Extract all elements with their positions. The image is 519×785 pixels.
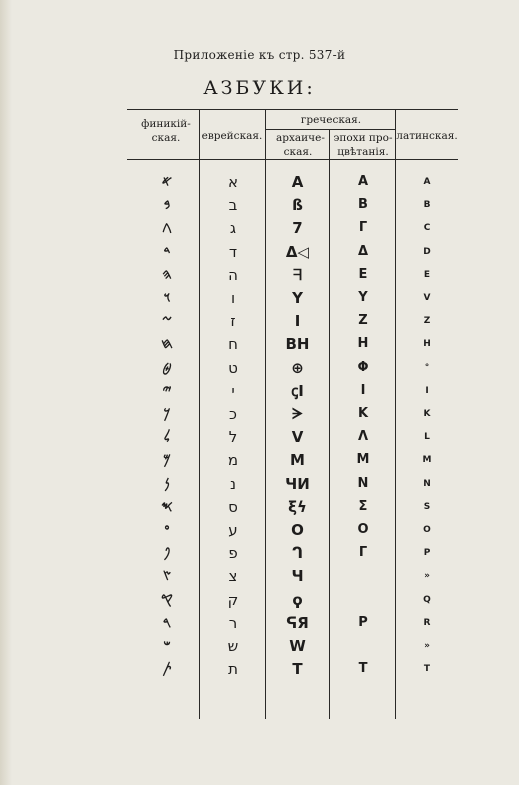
greek-classical-letter: Δ: [357, 244, 369, 259]
latin-letter: Q: [423, 595, 431, 605]
greek-classical-letter: Γ: [358, 545, 368, 560]
greek-classical-letter: Φ: [357, 360, 369, 375]
greek-archaic-letter: W: [289, 637, 306, 655]
hebrew-letter: נ: [229, 475, 236, 493]
phoenician-letter: 𐤍: [164, 476, 170, 492]
greek-classical-letter: K: [357, 406, 369, 421]
greek-archaic-letter: ß: [292, 196, 303, 214]
phoenician-letter: 𐤕: [162, 661, 172, 677]
phoenician-letter: 𐤂: [162, 220, 172, 236]
greek-classical-letter: [330, 588, 396, 612]
latin-letter: °: [424, 363, 430, 373]
greek-classical-letter: N: [357, 476, 369, 491]
phoenician-letter: 𐤓: [162, 615, 172, 631]
greek-archaic-letter: ξϟ: [288, 498, 307, 516]
latin-letter: »: [424, 571, 430, 581]
latin-letter: S: [423, 502, 431, 512]
greek-classical-letter: I: [360, 383, 366, 398]
hebrew-letter: צ: [228, 567, 238, 585]
header-hebrew: еврейская.: [201, 130, 263, 142]
greek-archaic-letter: Y: [292, 289, 303, 307]
phoenician-letter: 𐤏: [164, 522, 170, 538]
header-bottom-rule: [127, 159, 458, 160]
greek-archaic-letter: 7: [292, 219, 303, 237]
phoenician-letter: 𐤒: [161, 592, 173, 608]
latin-letter: B: [423, 200, 431, 210]
hebrew-letter: ג: [229, 219, 237, 237]
hebrew-letter: פ: [228, 544, 238, 562]
greek-classical-letter: Γ: [358, 220, 368, 235]
latin-letter: L: [424, 432, 430, 442]
page-title: АЗБУКИ:: [203, 77, 316, 99]
latin-letter: T: [423, 664, 431, 674]
greek-archaic-letter: ЧИ: [285, 475, 310, 493]
greek-classical-letter: P: [358, 615, 368, 630]
phoenician-letter: 𐤀: [161, 174, 173, 190]
greek-archaic-letter: A: [291, 173, 304, 191]
phoenician-letter: 𐤊: [163, 406, 171, 422]
hebrew-letter: ה: [228, 266, 238, 284]
appendix-reference: Приложеніе къ стр. 537-й: [173, 48, 346, 62]
phoenician-letter: 𐤔: [163, 638, 171, 654]
latin-letter: P: [423, 548, 431, 558]
greek-archaic-letter: ꞔI: [291, 382, 304, 400]
greek-archaic-letter: T: [292, 660, 303, 678]
greek-classical-letter: Λ: [357, 429, 369, 444]
header-greek-classical: эпохи про-цвѣтанія.: [333, 132, 393, 158]
greek-archaic-letter: ᖷ: [293, 266, 302, 284]
greek-archaic-letter: ᕋЯ: [286, 614, 309, 632]
latin-letter: Z: [423, 316, 431, 326]
greek-archaic-letter: ВН: [285, 335, 310, 353]
hebrew-letter: ע: [228, 521, 238, 539]
hebrew-letter: ב: [228, 196, 238, 214]
greek-archaic-letter: V: [291, 428, 304, 446]
phoenician-letter: 𐤋: [163, 429, 171, 445]
greek-classical-letter: T: [358, 661, 368, 676]
greek-archaic-letter: M: [290, 451, 305, 469]
page-spine-shadow: [0, 0, 12, 785]
hebrew-letter: י: [231, 382, 235, 400]
phoenician-letter: 𐤃: [163, 244, 171, 260]
phoenician-letter: 𐤉: [162, 383, 172, 399]
latin-letter: A: [423, 177, 431, 187]
phoenician-letter: 𐤁: [163, 197, 171, 213]
greek-archaic-letter: O: [291, 521, 304, 539]
phoenician-letter: 𐤎: [161, 499, 173, 515]
latin-letter: R: [423, 618, 431, 628]
header-phoenician: финикій-ская.: [141, 118, 191, 144]
latin-letter: K: [423, 409, 431, 419]
greek-archaic-letter: ᗒ: [292, 405, 303, 423]
greek-classical-letter: A: [357, 174, 369, 189]
greek-classical-letter: O: [357, 522, 369, 537]
greek-classical-letter: Y: [358, 290, 368, 305]
hebrew-letter: ח: [228, 335, 238, 353]
hebrew-letter: ת: [228, 660, 238, 678]
hebrew-letter: ד: [228, 243, 238, 261]
greek-classical-letter: H: [357, 336, 369, 351]
greek-classical-letter: B: [358, 197, 368, 212]
hebrew-letter: ס: [228, 498, 238, 516]
greek-classical-letter: M: [356, 452, 370, 467]
hebrew-letter: ל: [228, 428, 238, 446]
latin-letter: I: [425, 386, 429, 396]
hebrew-letter: ש: [227, 637, 239, 655]
hebrew-letter: ז: [230, 312, 236, 330]
greek-archaic-letter: I: [294, 312, 301, 330]
greek-archaic-letter: ⊕: [291, 359, 304, 377]
latin-letter: »: [424, 641, 430, 651]
phoenician-letter: 𐤈: [162, 360, 172, 376]
greek-classical-letter: E: [358, 267, 368, 282]
hebrew-letter: ט: [228, 359, 238, 377]
greek-subheader-rule: [266, 129, 396, 130]
greek-classical-letter: Z: [358, 313, 368, 328]
latin-letter: M: [422, 455, 432, 465]
phoenician-letter: 𐤄: [162, 267, 172, 283]
hebrew-letter: ק: [227, 591, 239, 609]
latin-letter: N: [423, 479, 431, 489]
header-greek-archaic: архаиче-ская.: [276, 132, 325, 158]
latin-letter: E: [423, 270, 431, 280]
phoenician-letter: 𐤅: [163, 290, 171, 306]
latin-letter: H: [423, 339, 431, 349]
header-latin: латинская.: [396, 130, 458, 142]
hebrew-letter: כ: [229, 405, 237, 423]
latin-letter: D: [423, 247, 431, 257]
hebrew-letter: א: [227, 173, 239, 191]
greek-archaic-letter: ϙ: [292, 591, 303, 609]
latin-letter: C: [423, 223, 431, 233]
hebrew-letter: ו: [230, 289, 236, 307]
greek-classical-letter: [330, 634, 396, 658]
phoenician-letter: 𐤌: [163, 452, 171, 468]
header-greek: греческая.: [300, 114, 362, 126]
greek-archaic-letter: Ч: [291, 567, 304, 585]
latin-letter: O: [423, 525, 431, 535]
hebrew-letter: מ: [227, 451, 239, 469]
phoenician-letter: 𐤆: [162, 313, 172, 329]
greek-classical-letter: [330, 564, 396, 588]
phoenician-letter: 𐤑: [162, 568, 172, 584]
latin-letter: V: [423, 293, 431, 303]
hebrew-letter: ר: [228, 614, 238, 632]
greek-classical-letter: Σ: [358, 499, 368, 514]
table-top-rule: [127, 109, 458, 110]
greek-archaic-letter: ᒉ: [291, 544, 304, 562]
phoenician-letter: 𐤇: [161, 336, 173, 352]
greek-archaic-letter: Δ◁: [285, 243, 310, 261]
phoenician-letter: 𐤐: [163, 545, 171, 561]
